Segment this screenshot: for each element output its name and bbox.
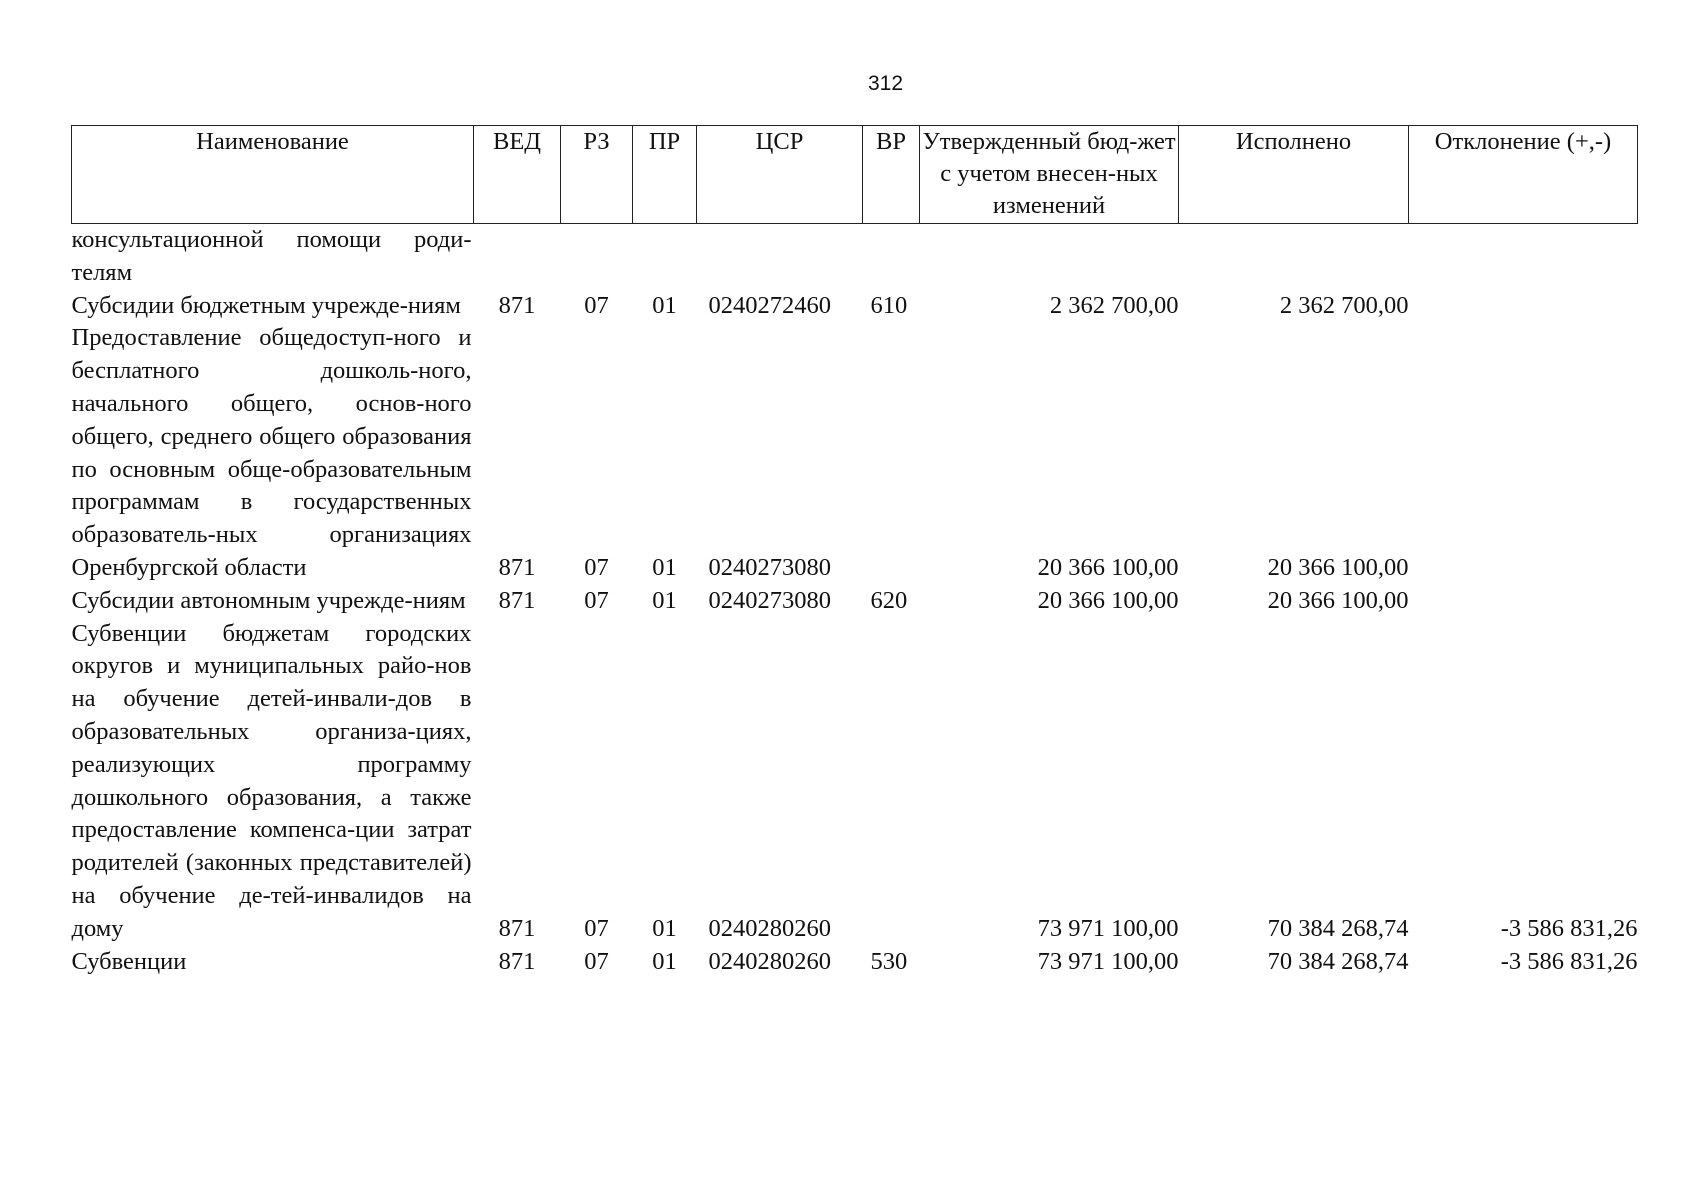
- table-row: [72, 618, 1638, 946]
- table-row: [72, 322, 1638, 584]
- row-csr: 0240273080: [708, 553, 831, 581]
- table-row: [72, 946, 1638, 979]
- row-vr: 530: [870, 947, 908, 975]
- row-ved: [474, 224, 561, 290]
- row-executed: 70 384 268,74: [1267, 947, 1409, 975]
- budget-table-wrapper: [71, 125, 1637, 978]
- table-row: [72, 224, 1638, 290]
- row-rz: 07: [584, 553, 609, 581]
- row-budget: 20 366 100,00: [1037, 586, 1179, 614]
- row-vr: [863, 224, 920, 290]
- row-ved: 871: [498, 553, 536, 581]
- row-pr: 01: [652, 914, 677, 942]
- row-pr: 01: [652, 947, 677, 975]
- row-vr: 620: [870, 586, 908, 614]
- table-body: [72, 224, 1638, 979]
- row-budget: 73 971 100,00: [1037, 947, 1179, 975]
- row-csr: [697, 224, 863, 290]
- row-name: Субсидии бюджетным учрежде-ниям: [71, 291, 461, 319]
- header-name: Наименование: [72, 126, 474, 224]
- row-ved: 871: [498, 291, 536, 319]
- row-budget: 20 366 100,00: [1037, 553, 1179, 581]
- row-deviation: [1409, 290, 1638, 323]
- row-executed: 70 384 268,74: [1267, 914, 1409, 942]
- row-vr: 610: [870, 291, 908, 319]
- row-deviation: [1409, 585, 1638, 618]
- row-csr: 0240272460: [708, 291, 831, 319]
- page-number: 312: [867, 72, 904, 95]
- header-vr: ВР: [863, 126, 920, 224]
- row-budget: 2 362 700,00: [1049, 291, 1179, 319]
- row-name: консультационной помощи роди-телям: [71, 226, 472, 286]
- row-rz: [561, 224, 633, 290]
- row-name: Субвенции бюджетам городских округов и муниципальных райо-нов на обучение детей-инвали-дов в образовательных организа-циях, реализующих программу дошкольного образования, а также предоставление компенса-ции затрат родителей (законных представителей) на обучение де-тей-инвалидов на дому: [71, 619, 472, 942]
- row-deviation: -3 586 831,26: [1500, 914, 1638, 942]
- budget-table: [71, 125, 1638, 978]
- table-header: [72, 126, 1638, 224]
- row-budget: [920, 224, 1179, 290]
- header-csr: ЦСР: [697, 126, 863, 224]
- row-executed: 2 362 700,00: [1279, 291, 1409, 319]
- header-pr: ПР: [633, 126, 697, 224]
- row-deviation: [1409, 224, 1638, 290]
- table-row: [72, 585, 1638, 618]
- row-rz: 07: [584, 586, 609, 614]
- row-pr: [633, 224, 697, 290]
- row-ved: 871: [498, 914, 536, 942]
- row-name: Субвенции: [71, 947, 187, 975]
- row-name: Субсидии автономным учрежде-ниям: [71, 586, 466, 614]
- header-ved: ВЕД: [474, 126, 561, 224]
- row-vr: [863, 322, 920, 584]
- row-rz: 07: [584, 947, 609, 975]
- header-executed: Исполнено: [1179, 126, 1409, 224]
- header-row: [72, 126, 1638, 224]
- row-executed: 20 366 100,00: [1267, 553, 1409, 581]
- row-deviation: -3 586 831,26: [1500, 947, 1638, 975]
- row-csr: 0240273080: [708, 586, 831, 614]
- row-pr: 01: [652, 291, 677, 319]
- header-deviation: Отклонение (+,-): [1409, 126, 1638, 224]
- row-ved: 871: [498, 947, 536, 975]
- row-pr: 01: [652, 553, 677, 581]
- header-budget: Утвержденный бюд-жет с учетом внесен-ных изменений: [920, 126, 1179, 224]
- row-csr: 0240280260: [708, 914, 831, 942]
- row-pr: 01: [652, 586, 677, 614]
- table-row: [72, 290, 1638, 323]
- row-budget: 73 971 100,00: [1037, 914, 1179, 942]
- row-rz: 07: [584, 914, 609, 942]
- row-rz: 07: [584, 291, 609, 319]
- row-executed: [1179, 224, 1409, 290]
- row-csr: 0240280260: [708, 947, 831, 975]
- header-rz: РЗ: [561, 126, 633, 224]
- row-deviation: [1409, 322, 1638, 584]
- row-vr: [863, 618, 920, 946]
- row-ved: 871: [498, 586, 536, 614]
- row-name: Предоставление общедоступ-ного и бесплатного дошколь-ного, начального общего, основ-ного общего, среднего общего образования по основным обще-образовательным программам в государственных образователь-ных организациях Оренбургской области: [71, 324, 472, 581]
- row-executed: 20 366 100,00: [1267, 586, 1409, 614]
